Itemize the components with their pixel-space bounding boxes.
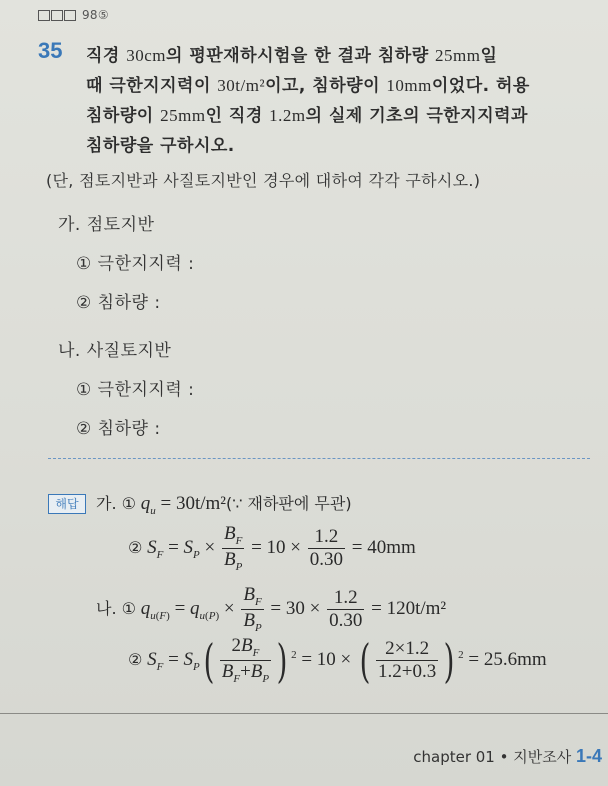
page-number: 1-4 — [575, 746, 602, 766]
answer-clay-2-result: = 40mm — [351, 537, 416, 559]
sand-settlement-label: ② 침하량 : — [76, 419, 161, 439]
exam-reference: 98⑤ — [82, 8, 109, 22]
answer-clay-1-note: (∵ 재하판에 무관) — [225, 494, 352, 513]
section-sand-label: 나. 사질토지반 — [58, 341, 172, 361]
q3-text-b: 인 직경 — [205, 106, 270, 126]
ratio-numeric-2: $\frac{1.2}{0.30}$ — [329, 587, 363, 632]
answer-sand-2: ② $S_F = S_P$( $\frac{2B_F}{B_F+B_P}$ ) $^2$ = 10 × ( $\frac{2\times 1.2}{1.2+0.3}$ ) $^2$ = 25.6mm — [128, 633, 547, 688]
answer-sand-1-prefix: 나. ① — [96, 599, 136, 619]
checkbox-group — [38, 10, 76, 21]
q1-num-a: 30cm — [126, 46, 167, 65]
q2-text-b: 이고, 침하량이 — [265, 76, 387, 96]
clay-settlement-label: ② 침하량 : — [76, 293, 161, 313]
q1-text-b: 의 평판재하시험을 한 결과 침하량 — [166, 46, 436, 66]
check-box-1[interactable] — [38, 10, 50, 21]
q4-text-a: 침하량을 구하시오. — [86, 136, 235, 156]
clay-bearing-capacity-label: ① 극한지지력 : — [76, 254, 195, 274]
check-box-3[interactable] — [64, 10, 76, 21]
footer-chapter: chapter 01 • 지반조사 — [413, 748, 572, 766]
q3-num-b: 1.2m — [269, 106, 306, 125]
answer-clay-2: ② $S_F = S_P$ × $\frac{B_F}{B_P}$ = 10 × $\frac{1.2}{0.30}$ = 40mm — [128, 523, 416, 574]
page-header — [38, 8, 109, 22]
q2-num-a: 30t/m² — [217, 76, 266, 95]
sand-bearing-capacity-label: ① 극한지지력 : — [76, 380, 195, 400]
ratio-bf-bp-2: $\frac{B_F}{B_P}$ — [243, 584, 262, 635]
answer-clay-1: 가. ① $q_u$ = 30t/m²(∵ 재하판에 무관) — [96, 493, 352, 517]
answer-clay-2-mid: = 10 × — [246, 537, 306, 559]
ratio-bf-bp: $\frac{B_F}{B_P}$ — [224, 523, 243, 574]
question-line-1 — [86, 41, 497, 66]
section-clay-label: 가. 점토지반 — [58, 215, 155, 235]
q2-text-a: 때 극한지지력이 — [86, 76, 218, 96]
q2-text-c: 이었다. 허용 — [431, 76, 530, 96]
answer-sand-2-mid: = 10 × — [296, 649, 357, 671]
question-line-4 — [86, 131, 235, 156]
answer-clay-2-eq: = — [168, 537, 184, 559]
question-line-3 — [86, 101, 528, 126]
ratio-numeric: $\frac{1.2}{0.30}$ — [309, 526, 344, 571]
answer-badge: 해답 — [48, 494, 86, 514]
q2-num-b: 10mm — [386, 76, 432, 95]
answer-clay-2-prefix: ② — [128, 538, 143, 558]
answer-divider — [48, 458, 590, 459]
q3-text-c: 의 실제 기초의 극한지지력과 — [305, 106, 528, 126]
question-condition: (단, 점토지반과 사질토지반인 경우에 대하여 각각 구하시오.) — [46, 171, 481, 190]
answer-sand-2-result: = 25.6mm — [468, 649, 547, 671]
answer-sand-1-result: = 120t/m² — [371, 598, 447, 620]
check-box-2[interactable] — [51, 10, 63, 21]
answer-sand-2-prefix: ② — [128, 650, 143, 670]
q3-num-a: 25mm — [160, 106, 206, 125]
answer-clay-1-result: = 30t/m² — [160, 493, 226, 514]
q1-num-b: 25mm — [435, 46, 481, 65]
answer-clay-1-prefix: 가. ① — [96, 494, 136, 513]
page-footer — [413, 746, 602, 767]
q1-text-a: 직경 — [86, 46, 127, 66]
question-number: 35 — [38, 38, 63, 63]
answer-sand-1: 나. ① $q_{u(F)} = q_{u(P)}$ × $\frac{B_F}{B_P}$ = 30 × $\frac{1.2}{0.30}$ = 120t/m² — [96, 584, 447, 635]
q1-text-c: 일 — [480, 46, 498, 66]
ratio-numeric-3: $\frac{2\times 1.2}{1.2+0.3}$ — [377, 638, 437, 683]
footer-rule — [0, 713, 608, 714]
q3-text-a: 침하량이 — [86, 106, 161, 126]
question-line-2 — [86, 71, 530, 96]
answer-sand-1-mid: = 30 × — [265, 598, 326, 620]
ratio-2bf-sum: $\frac{2B_F}{B_F+B_P}$ — [221, 635, 270, 686]
